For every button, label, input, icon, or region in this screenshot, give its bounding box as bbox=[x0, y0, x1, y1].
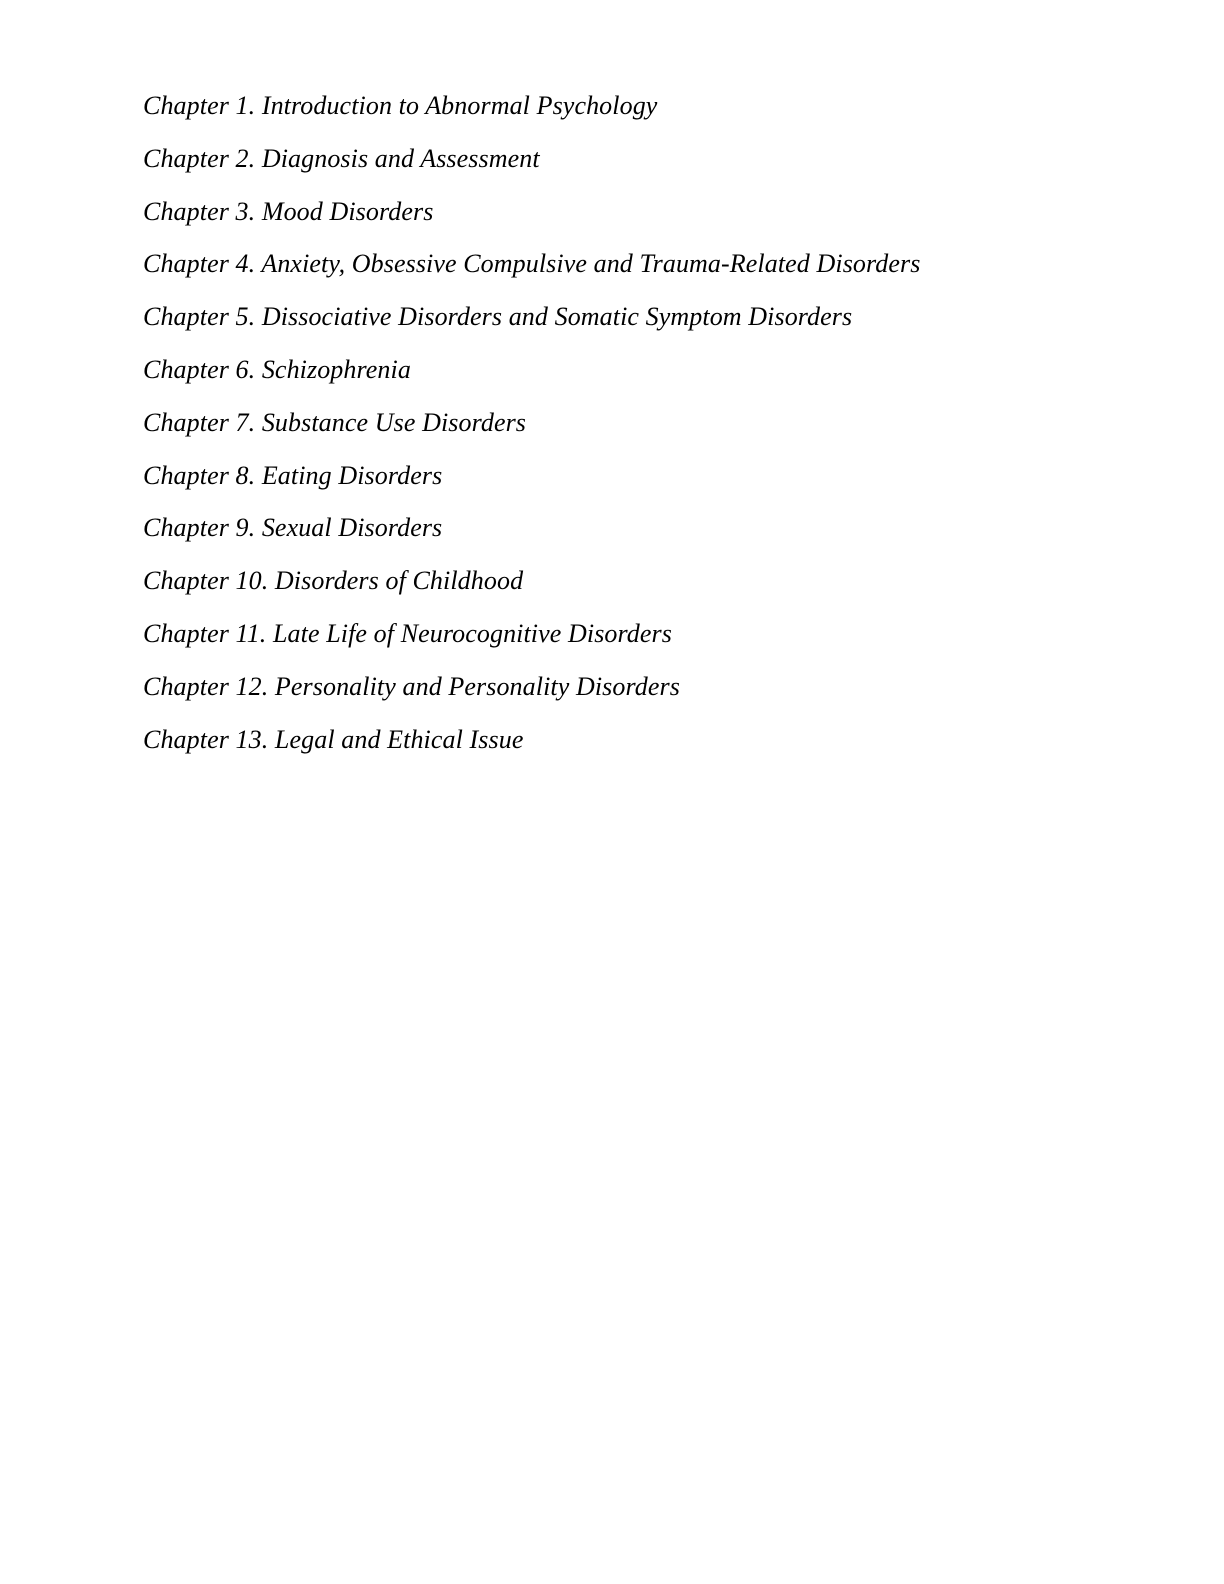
chapter-item-2: Chapter 2. Diagnosis and Assessment bbox=[143, 143, 540, 173]
chapter-item-8: Chapter 8. Eating Disorders bbox=[143, 460, 443, 490]
chapter-item-7: Chapter 7. Substance Use Disorders bbox=[143, 407, 527, 437]
chapter-item-3: Chapter 3. Mood Disorders bbox=[143, 196, 434, 226]
chapter-item-4: Chapter 4. Anxiety, Obsessive Compulsive and Trauma-Related Disorders bbox=[143, 249, 921, 279]
chapter-list bbox=[143, 84, 920, 770]
chapter-item-6: Chapter 6. Schizophrenia bbox=[143, 354, 411, 384]
chapter-item-11: Chapter 11. Late Life of Neurocognitive Disorders bbox=[143, 618, 672, 648]
chapter-item-5: Chapter 5. Dissociative Disorders and Somatic Symptom Disorders bbox=[143, 302, 853, 332]
chapter-item-9: Chapter 9. Sexual Disorders bbox=[143, 513, 443, 543]
chapter-item-1: Chapter 1. Introduction to Abnormal Psychology bbox=[143, 91, 658, 120]
chapter-item-10: Chapter 10. Disorders of Childhood bbox=[143, 566, 524, 596]
chapter-item-13: Chapter 13. Legal and Ethical Issue bbox=[143, 724, 524, 754]
chapter-item-12: Chapter 12. Personality and Personality Disorders bbox=[143, 671, 680, 701]
